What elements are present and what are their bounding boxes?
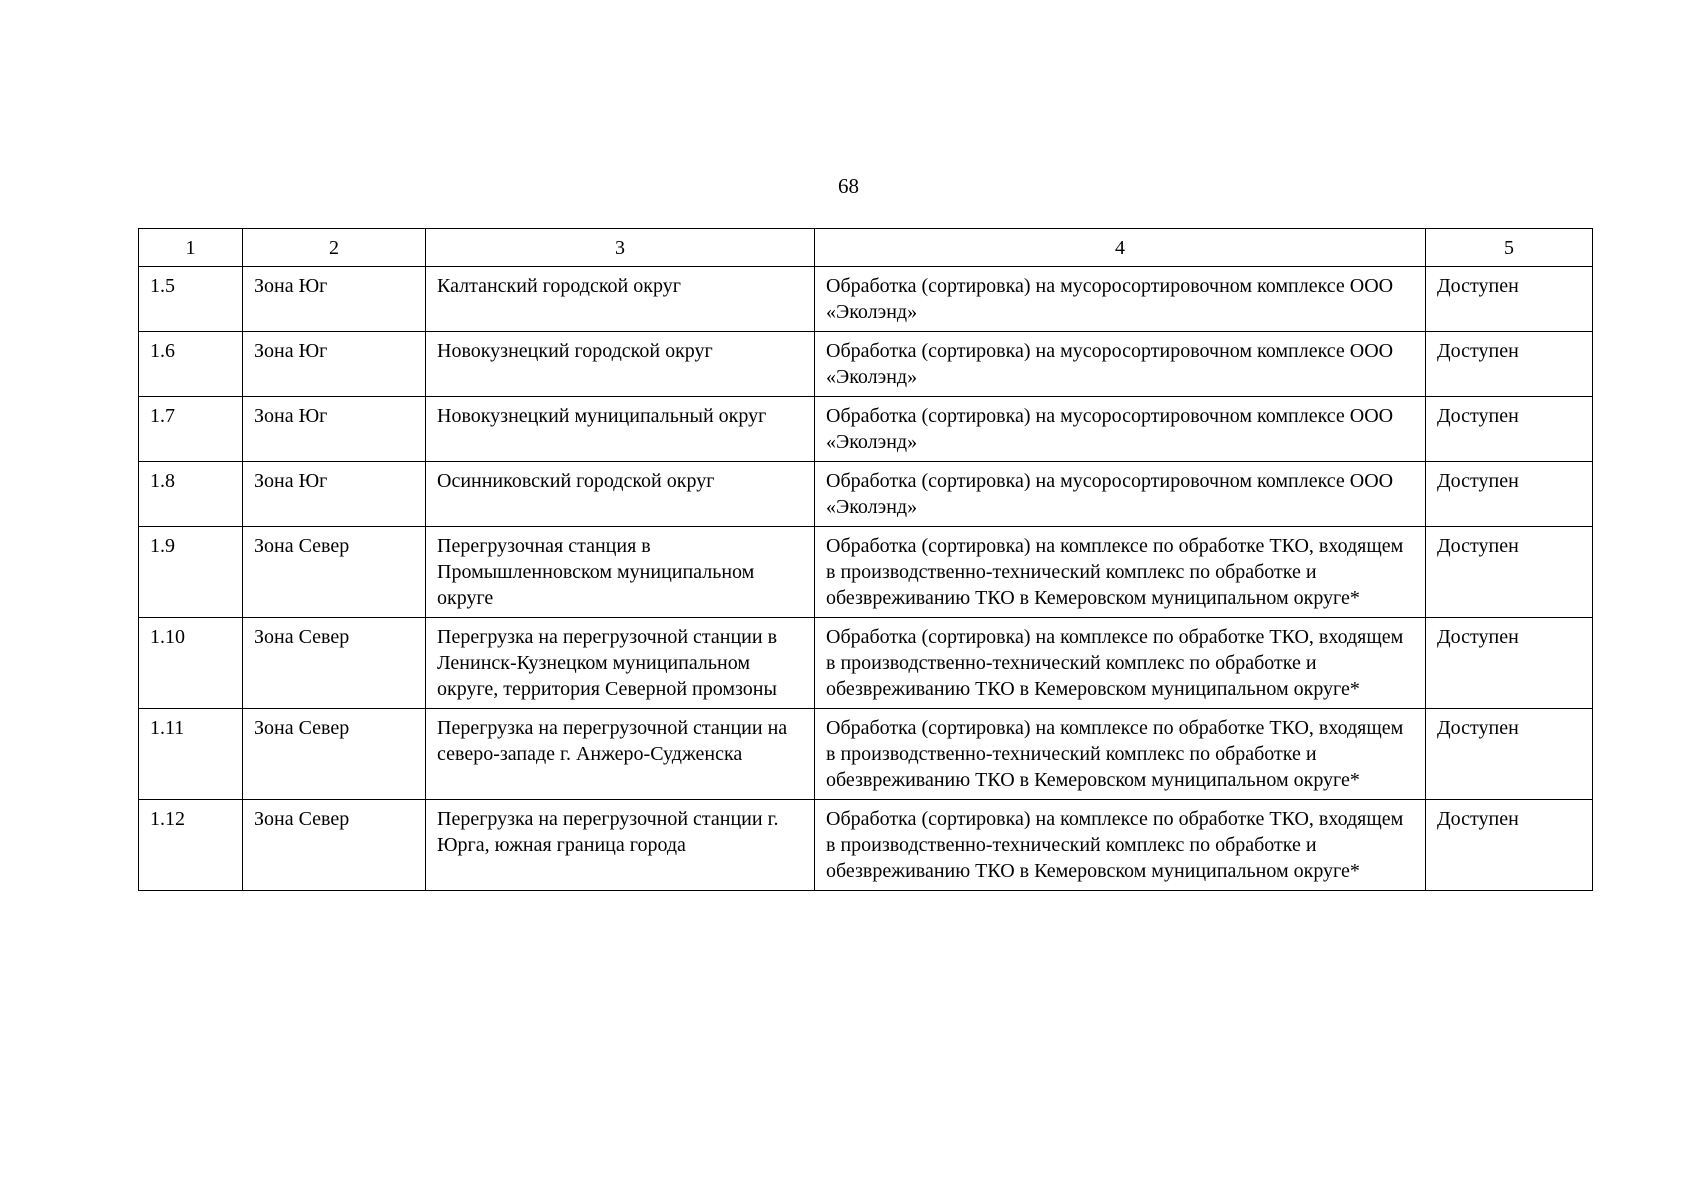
status-cell: Доступен — [1426, 527, 1593, 618]
column-header-4: 4 — [815, 229, 1426, 267]
status-cell: Доступен — [1426, 332, 1593, 397]
table-row — [139, 397, 1593, 462]
status-cell: Доступен — [1426, 709, 1593, 800]
location-cell: Перегрузочная станция в Промышленновском муниципальном округе — [426, 527, 815, 618]
zone-cell: Зона Юг — [243, 397, 426, 462]
status-cell: Доступен — [1426, 267, 1593, 332]
processing-cell: Обработка (сортировка) на комплексе по обработке ТКО, входящем в производственно-технический комплекс по обработке и обезвреживанию ТКО в Кемеровском муниципальном округе* — [815, 618, 1426, 709]
row-number: 1.12 — [139, 800, 243, 891]
table-row — [139, 462, 1593, 527]
table-row — [139, 800, 1593, 891]
zone-cell: Зона Юг — [243, 267, 426, 332]
processing-cell: Обработка (сортировка) на мусоросортировочном комплексе ООО «Эколэнд» — [815, 397, 1426, 462]
location-cell: Перегрузка на перегрузочной станции в Ленинск-Кузнецком муниципальном округе, территория Северной промзоны — [426, 618, 815, 709]
zone-cell: Зона Север — [243, 709, 426, 800]
location-cell: Перегрузка на перегрузочной станции г. Юрга, южная граница города — [426, 800, 815, 891]
row-number: 1.6 — [139, 332, 243, 397]
zone-cell: Зона Север — [243, 800, 426, 891]
zone-cell: Зона Юг — [243, 332, 426, 397]
location-cell: Калтанский городской округ — [426, 267, 815, 332]
zone-cell: Зона Север — [243, 527, 426, 618]
row-number: 1.10 — [139, 618, 243, 709]
row-number: 1.7 — [139, 397, 243, 462]
processing-cell: Обработка (сортировка) на мусоросортировочном комплексе ООО «Эколэнд» — [815, 462, 1426, 527]
status-cell: Доступен — [1426, 800, 1593, 891]
row-number: 1.8 — [139, 462, 243, 527]
page-number: 68 — [838, 174, 859, 198]
status-cell: Доступен — [1426, 397, 1593, 462]
zone-cell: Зона Юг — [243, 462, 426, 527]
processing-cell: Обработка (сортировка) на комплексе по обработке ТКО, входящем в производственно-технический комплекс по обработке и обезвреживанию ТКО в Кемеровском муниципальном округе* — [815, 709, 1426, 800]
processing-cell: Обработка (сортировка) на комплексе по обработке ТКО, входящем в производственно-технический комплекс по обработке и обезвреживанию ТКО в Кемеровском муниципальном округе* — [815, 800, 1426, 891]
table-header-row — [139, 229, 1593, 267]
column-header-3: 3 — [426, 229, 815, 267]
column-header-5: 5 — [1426, 229, 1593, 267]
location-cell: Новокузнецкий муниципальный округ — [426, 397, 815, 462]
status-cell: Доступен — [1426, 462, 1593, 527]
table-row — [139, 618, 1593, 709]
table-row — [139, 709, 1593, 800]
processing-cell: Обработка (сортировка) на мусоросортировочном комплексе ООО «Эколэнд» — [815, 267, 1426, 332]
table-row — [139, 267, 1593, 332]
table-row — [139, 527, 1593, 618]
column-header-2: 2 — [243, 229, 426, 267]
processing-cell: Обработка (сортировка) на мусоросортировочном комплексе ООО «Эколэнд» — [815, 332, 1426, 397]
table-row — [139, 332, 1593, 397]
processing-cell: Обработка (сортировка) на комплексе по обработке ТКО, входящем в производственно-технический комплекс по обработке и обезвреживанию ТКО в Кемеровском муниципальном округе* — [815, 527, 1426, 618]
location-cell: Новокузнецкий городской округ — [426, 332, 815, 397]
data-table — [138, 228, 1593, 891]
row-number: 1.11 — [139, 709, 243, 800]
column-header-1: 1 — [139, 229, 243, 267]
location-cell: Перегрузка на перегрузочной станции на северо-западе г. Анжеро-Судженска — [426, 709, 815, 800]
row-number: 1.5 — [139, 267, 243, 332]
status-cell: Доступен — [1426, 618, 1593, 709]
row-number: 1.9 — [139, 527, 243, 618]
zone-cell: Зона Север — [243, 618, 426, 709]
location-cell: Осинниковский городской округ — [426, 462, 815, 527]
